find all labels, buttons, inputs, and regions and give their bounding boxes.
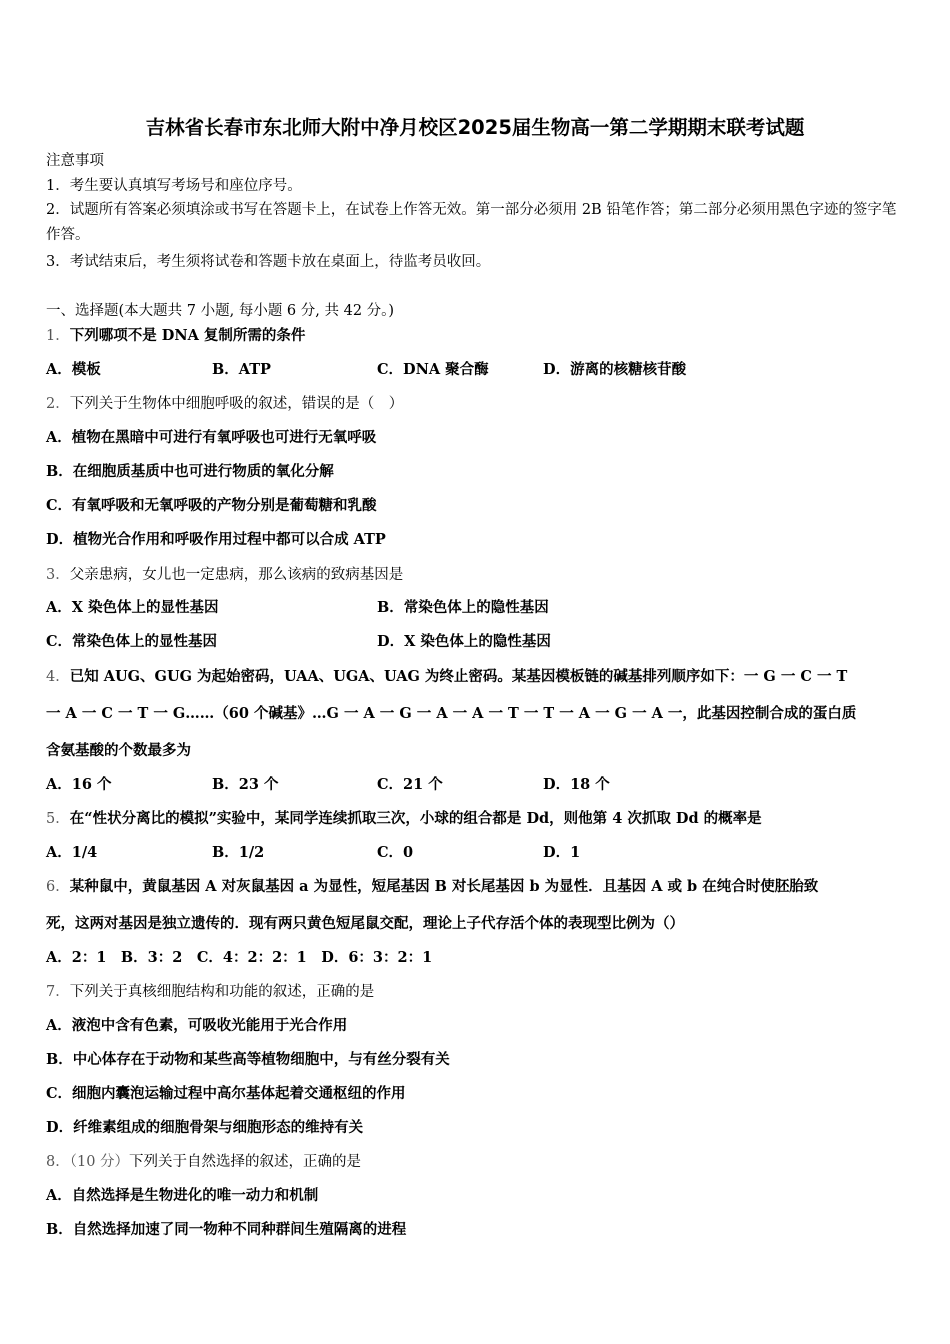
question-stem: 下列关于自然选择的叙述，正确的是: [129, 1154, 362, 1170]
question-number: 8．: [46, 1154, 70, 1170]
options-line: A．2：1 B．3：2 C．4：2：2：1 D．6：3：2：1: [46, 949, 433, 966]
option-d: D．植物光合作用和呼吸作用过程中都可以合成 ATP: [46, 531, 386, 548]
option-c: C．DNA 聚合酶: [377, 361, 489, 378]
question-stem: 下列哪项不是 DNA 复制所需的条件: [69, 327, 306, 344]
option-b: B．自然选择加速了同一物种不同种群间生殖隔离的进程: [46, 1221, 407, 1238]
option-d: D．1: [543, 844, 581, 861]
question-number: 4．: [46, 669, 70, 685]
option-c: C．21 个: [377, 776, 443, 793]
page-title: 吉林省长春市东北师大附中净月校区2025届生物高一第二学期期末联考试题: [145, 116, 805, 139]
question-5: [46, 810, 762, 828]
option-c: C．有氧呼吸和无氧呼吸的产物分别是葡萄糖和乳酸: [46, 497, 377, 514]
option-d: D．X 染色体上的隐性基因: [377, 633, 551, 650]
question-stem: 下列关于真核细胞结构和功能的叙述，正确的是: [69, 984, 375, 1000]
notice-item: 3．考试结束后，考生须将试卷和答题卡放在桌面上，待监考员收回。: [46, 254, 491, 270]
question-stem-line: 含氨基酸的个数最多为: [46, 742, 191, 759]
option-b: B．中心体存在于动物和某些高等植物细胞中，与有丝分裂有关: [46, 1051, 450, 1068]
option-a: A．液泡中含有色素，可吸收光能用于光合作用: [46, 1017, 348, 1034]
option-c: C．常染色体上的显性基因: [46, 633, 218, 650]
question-6: [46, 878, 818, 896]
question-score: （10 分）: [69, 1154, 130, 1170]
option-a: A．X 染色体上的显性基因: [46, 599, 219, 616]
question-number: 2．: [46, 396, 70, 412]
question-1: [46, 327, 305, 345]
option-c: C．0: [377, 844, 414, 861]
question-3: [46, 566, 403, 584]
option-a: A．1/4: [46, 844, 98, 861]
question-stem: 下列关于生物体中细胞呼吸的叙述，错误的是（ ）: [69, 396, 404, 412]
option-b: B．23 个: [212, 776, 279, 793]
question-number: 6．: [46, 879, 70, 895]
section-heading: 一、选择题(本大题共 7 小题, 每小题 6 分, 共 42 分。): [46, 303, 395, 319]
question-stem-line: 死，这两对基因是独立遗传的．现有两只黄色短尾鼠交配，理论上子代存活个体的表现型比例为（）: [46, 915, 684, 932]
option-a: A．模板: [46, 361, 101, 378]
question-stem: 在“性状分离比的模拟”实验中，某同学连续抓取三次，小球的组合都是 Dd，则他第 4 次抓取 Dd 的概率是: [69, 810, 762, 827]
option-d: D．纤维素组成的细胞骨架与细胞形态的维持有关: [46, 1119, 364, 1136]
option-b: B．1/2: [212, 844, 265, 861]
option-c: C．细胞内囊泡运输过程中高尔基体起着交通枢纽的作用: [46, 1085, 406, 1102]
question-number: 3．: [46, 567, 70, 583]
option-d: D．18 个: [543, 776, 610, 793]
option-a: A．自然选择是生物进化的唯一动力和机制: [46, 1187, 319, 1204]
option-a: A．16 个: [46, 776, 112, 793]
notice-item: 1．考生要认真填写考场号和座位序号。: [46, 178, 302, 194]
question-8: [46, 1153, 361, 1171]
option-b: B．常染色体上的隐性基因: [377, 599, 549, 616]
question-number: 5．: [46, 811, 70, 827]
option-a: A．植物在黑暗中可进行有氧呼吸也可进行无氧呼吸: [46, 429, 377, 446]
question-stem-line: 一 A 一 C 一 T 一 G……（60 个碱基》…G 一 A 一 G 一 A 一 A 一 T 一 T 一 A 一 G 一 A 一，此基因控制合成的蛋白质: [46, 705, 857, 722]
question-number: 1．: [46, 328, 70, 344]
question-stem-line: 某种鼠中，黄鼠基因 A 对灰鼠基因 a 为显性，短尾基因 B 对长尾基因 b 为显性．且基因 A 或 b 在纯合时使胚胎致: [69, 878, 819, 895]
option-b: B．ATP: [212, 361, 271, 378]
notice-heading: 注意事项: [46, 153, 104, 169]
question-4: [46, 668, 847, 686]
option-d: D．游离的核糖核苷酸: [543, 361, 687, 378]
question-number: 7．: [46, 984, 70, 1000]
question-2: [46, 395, 403, 413]
question-stem-line: 已知 AUG、GUG 为起始密码，UAA、UGA、UAG 为终止密码。某基因模板链的碱基排列顺序如下：一 G 一 C 一 T: [69, 668, 848, 685]
notice-item: 2．试题所有答案必须填涂或书写在答题卡上，在试卷上作答无效。第一部分必须用 2B 铅笔作答；第二部分必须用黑色字迹的签字笔作答。: [46, 202, 897, 243]
question-stem: 父亲患病，女儿也一定患病，那么该病的致病基因是: [69, 567, 404, 583]
option-b: B．在细胞质基质中也可进行物质的氧化分解: [46, 463, 334, 480]
question-7: [46, 983, 374, 1001]
